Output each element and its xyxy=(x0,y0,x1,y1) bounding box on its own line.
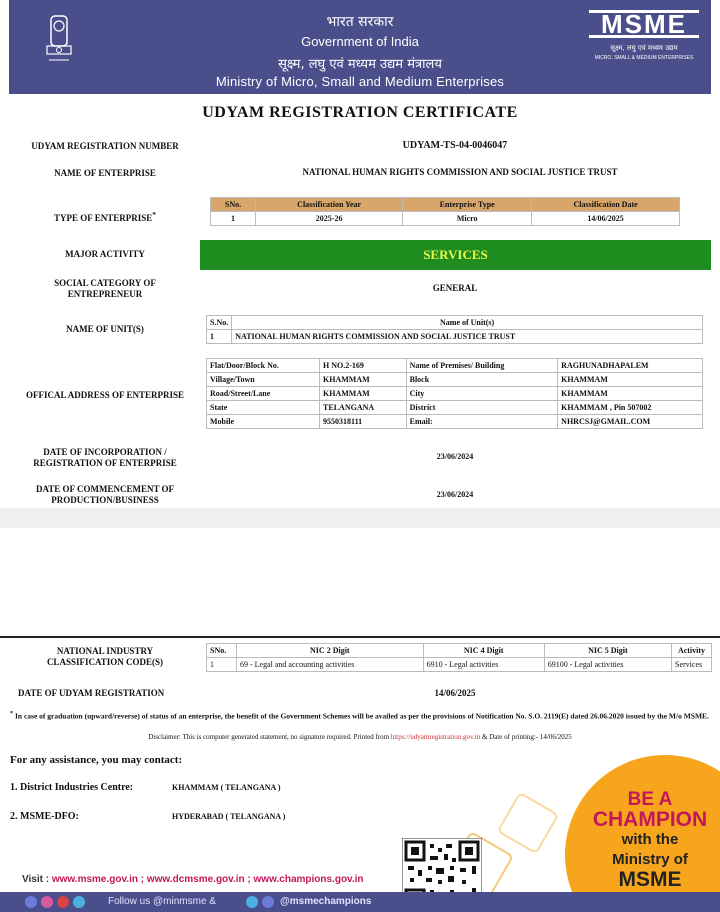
disclaimer-prefix: Disclaimer: This is computer generated statement, no signature required. Printed from xyxy=(148,733,390,741)
address-row xyxy=(207,373,703,387)
comm-label-line2: PRODUCTION/BUSINESS xyxy=(51,495,159,505)
champion-line5: MSME xyxy=(618,868,682,891)
note-text: In case of graduation (upward/reverse) of status of an enterprise, the benefit of the Government Schemes will be availed as per the provisions of Notification No. S.O. 2119(E) dated 26.06.2020 issued by the M/o MSME. xyxy=(15,711,709,721)
address-field-value: KHAMMAM xyxy=(320,373,407,387)
incorporation-date: 23/06/2024 xyxy=(436,452,474,461)
address-field-value: KHAMMAM xyxy=(558,387,703,401)
address-row xyxy=(207,359,703,373)
address-field-label: Name of Premises/ Building xyxy=(406,359,558,373)
youtube-icon[interactable] xyxy=(57,896,69,908)
address-field-value: KHAMMAM , Pin 507002 xyxy=(558,401,703,415)
units-cell-sno: 1 xyxy=(207,330,232,344)
nic-label-line2: CLASSIFICATION CODE(S) xyxy=(46,657,164,667)
nic-col-4: NIC 4 Digit xyxy=(423,644,544,658)
contact-dic-value: KHAMMAM ( TELANGANA ) xyxy=(172,783,281,792)
social-category: GENERAL xyxy=(432,283,478,293)
address-field-value: H NO.2-169 xyxy=(320,359,407,373)
champion-line3: with the xyxy=(621,831,679,848)
ent-col-sno: SNo. xyxy=(211,198,256,212)
address-row xyxy=(207,401,703,415)
nic-col-activity: Activity xyxy=(672,644,712,658)
visit-line xyxy=(22,874,364,885)
header-country: Government of India xyxy=(301,34,419,49)
hex-decoration xyxy=(497,792,560,855)
nic-cell-4: 6910 - Legal activities xyxy=(423,658,544,672)
contact-dic-label: 1. District Industries Centre: xyxy=(10,782,134,793)
section-divider xyxy=(0,636,720,638)
disclaimer-suffix: & Date of printing:- 14/06/2025 xyxy=(481,733,572,741)
udyam-date: 14/06/2025 xyxy=(434,688,476,698)
nic-label-line1: NATIONAL INDUSTRY xyxy=(56,646,154,656)
nic-cell-2: 69 - Legal and accounting activities xyxy=(237,658,424,672)
nic-col-sno: SNo. xyxy=(207,644,237,658)
facebook-icon[interactable] xyxy=(262,896,274,908)
social-category-label xyxy=(10,278,200,300)
enterprise-name: NATIONAL HUMAN RIGHTS COMMISSION AND SOCIAL JUSTICE TRUST xyxy=(302,167,618,177)
address-field-label: Road/Street/Lane xyxy=(207,387,320,401)
enterprise-type-table xyxy=(210,197,680,226)
nic-cell-sno: 1 xyxy=(207,658,237,672)
msme-logo-hindi: सूक्ष्म, लघु एवं मध्यम उद्यम xyxy=(610,44,678,52)
disclaimer xyxy=(0,733,720,741)
inc-label-line1: DATE OF INCORPORATION / xyxy=(43,447,167,457)
units-table xyxy=(206,315,703,344)
follow-text: Follow us @minmsme & xyxy=(108,896,216,907)
address-row xyxy=(207,415,703,429)
visit-label: Visit : xyxy=(22,874,50,885)
address-field-label: City xyxy=(406,387,558,401)
footer-social-bar xyxy=(0,892,720,912)
ent-col-type: Enterprise Type xyxy=(403,198,532,212)
address-field-label: District xyxy=(406,401,558,415)
nic-label xyxy=(10,646,200,668)
contact-dfo-label: 2. MSME-DFO: xyxy=(10,811,79,822)
reg-number-label: UDYAM REGISTRATION NUMBER xyxy=(31,141,179,151)
follow-handle[interactable]: @msmechampions xyxy=(280,896,372,907)
units-cell-name: NATIONAL HUMAN RIGHTS COMMISSION AND SOCIAL JUSTICE TRUST xyxy=(232,330,703,344)
commencement-date: 23/06/2024 xyxy=(436,490,474,499)
page-gap-band xyxy=(0,508,720,528)
address-field-value: 9550318111 xyxy=(320,415,407,429)
assistance-title: For any assistance, you may contact: xyxy=(10,754,183,766)
note-star: * xyxy=(10,710,14,717)
major-activity-label: MAJOR ACTIVITY xyxy=(65,249,145,259)
type-label xyxy=(10,209,200,224)
twitter-icon[interactable] xyxy=(246,896,258,908)
champion-line1: BE A xyxy=(627,789,673,810)
udyam-date-label: DATE OF UDYAM REGISTRATION xyxy=(18,688,165,698)
certificate-header xyxy=(9,0,711,94)
instagram-icon[interactable] xyxy=(41,896,53,908)
visit-links[interactable]: www.msme.gov.in ; www.dcmsme.gov.in ; www.champions.gov.in xyxy=(51,874,364,885)
address-label: OFFICAL ADDRESS OF ENTERPRISE xyxy=(26,390,184,400)
nic-cell-activity: Services xyxy=(672,658,712,672)
twitter-icon[interactable] xyxy=(25,896,37,908)
msme-logo-sub: MICRO, SMALL & MEDIUM ENTERPRISES xyxy=(594,55,694,61)
ent-cell-type: Micro xyxy=(403,212,532,226)
major-activity-banner: SERVICES xyxy=(200,240,711,270)
ent-col-date: Classification Date xyxy=(532,198,680,212)
comm-label-line1: DATE OF COMMENCEMENT OF xyxy=(35,484,175,494)
address-field-label: Mobile xyxy=(207,415,320,429)
ent-cell-date: 14/06/2025 xyxy=(532,212,680,226)
header-hindi-ministry: सूक्ष्म, लघु एवं मध्यम उद्यम मंत्रालय xyxy=(278,57,442,72)
address-field-value: NHRCSJ@GMAIL.COM xyxy=(558,415,703,429)
address-field-value: RAGHUNADHAPALEM xyxy=(558,359,703,373)
certificate-title: UDYAM REGISTRATION CERTIFICATE xyxy=(202,104,518,121)
address-field-value: TELANGANA xyxy=(320,401,407,415)
champion-text xyxy=(570,790,720,890)
facebook-icon[interactable] xyxy=(73,896,85,908)
contact-dfo-value: HYDERABAD ( TELANGANA ) xyxy=(172,812,286,821)
address-table xyxy=(206,358,703,429)
msme-logo-text: MSME xyxy=(589,10,699,38)
nic-col-2: NIC 2 Digit xyxy=(237,644,424,658)
disclaimer-link[interactable]: https://udyamregistration.gov.in xyxy=(390,733,481,741)
ent-cell-year: 2025-26 xyxy=(256,212,403,226)
ent-col-year: Classification Year xyxy=(256,198,403,212)
commencement-label xyxy=(10,484,200,506)
ent-cell-sno: 1 xyxy=(211,212,256,226)
social-label-line1: SOCIAL CATEGORY OF xyxy=(54,278,156,288)
type-label-text: TYPE OF ENTERPRISE xyxy=(54,213,153,223)
address-field-label: Flat/Door/Block No. xyxy=(207,359,320,373)
address-field-label: Email: xyxy=(406,415,558,429)
reg-number: UDYAM-TS-04-0046047 xyxy=(402,140,508,151)
social-icons xyxy=(25,896,85,908)
address-field-value: KHAMMAM xyxy=(558,373,703,387)
address-field-value: KHAMMAM xyxy=(320,387,407,401)
msme-logo xyxy=(589,10,699,61)
social-icons-2 xyxy=(246,896,274,908)
units-label: NAME OF UNIT(S) xyxy=(66,324,144,334)
units-col-sno: S.No. xyxy=(207,316,232,330)
enterprise-name-label: NAME OF ENTERPRISE xyxy=(54,168,156,178)
address-row xyxy=(207,387,703,401)
nic-col-5: NIC 5 Digit xyxy=(544,644,671,658)
address-field-label: Village/Town xyxy=(207,373,320,387)
inc-label-line2: REGISTRATION OF ENTERPRISE xyxy=(33,458,177,468)
address-field-label: Block xyxy=(406,373,558,387)
nic-table xyxy=(206,643,712,672)
champion-line2: CHAMPION xyxy=(592,808,708,831)
type-label-star: * xyxy=(152,210,156,219)
header-ministry: Ministry of Micro, Small and Medium Enterprises xyxy=(215,74,505,89)
graduation-note xyxy=(10,709,718,722)
incorporation-label xyxy=(10,447,200,469)
nic-cell-5: 69100 - Legal activities xyxy=(544,658,671,672)
social-label-line2: ENTREPRENEUR xyxy=(67,289,143,299)
units-col-name: Name of Unit(s) xyxy=(232,316,703,330)
champion-line4: Ministry of xyxy=(612,851,688,868)
header-hindi-country: भारत सरकार xyxy=(326,14,394,30)
address-field-label: State xyxy=(207,401,320,415)
